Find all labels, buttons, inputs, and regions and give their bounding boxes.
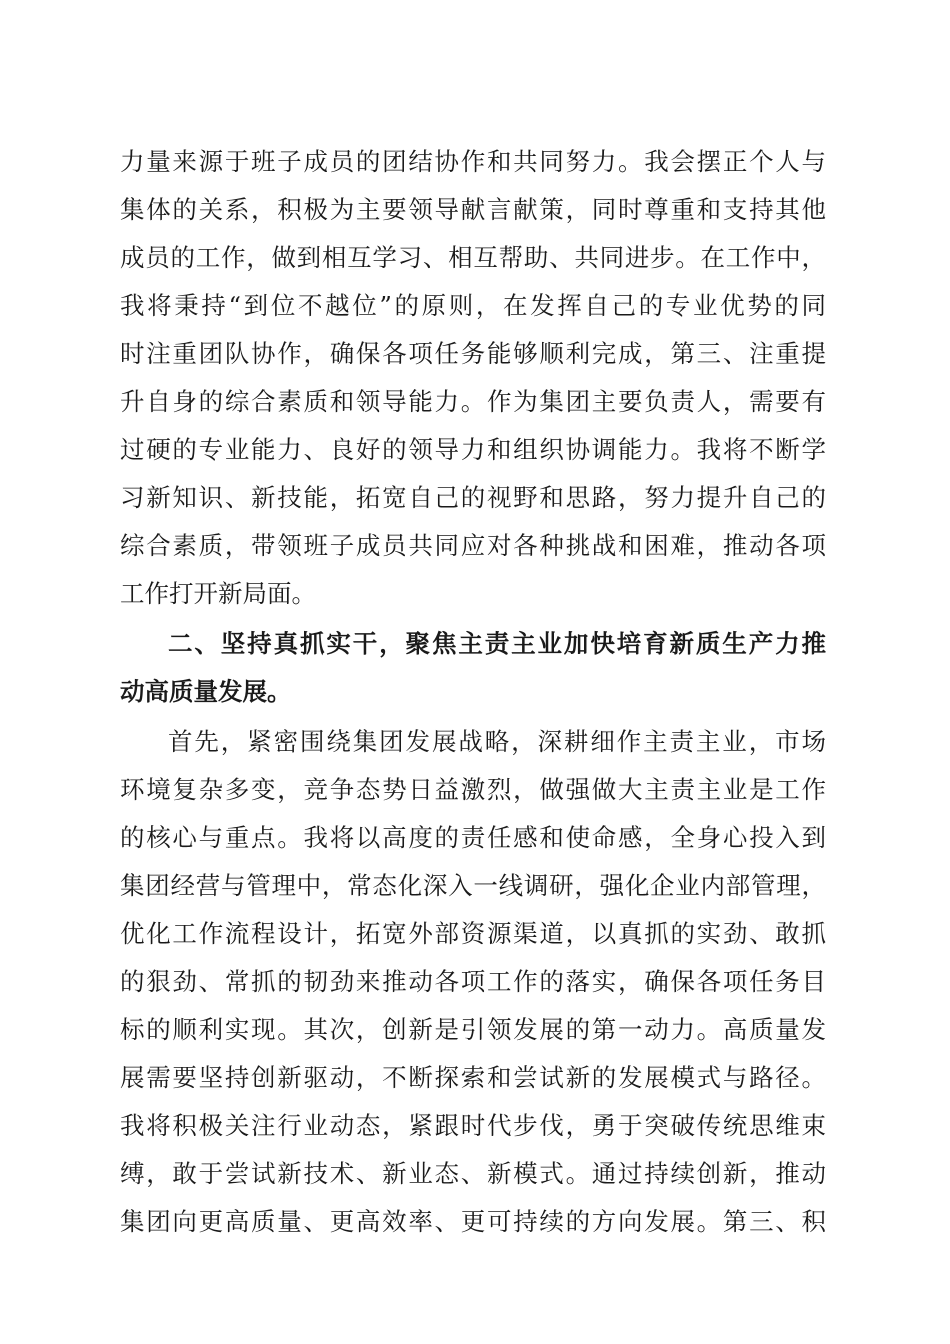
paragraph-line: 时注重团队协作，确保各项任务能够顺利完成，第三、注重提 (120, 339, 826, 368)
paragraph-line: 我将积极关注行业动态，紧跟时代步伐，勇于突破传统思维束 (120, 1111, 826, 1140)
paragraph-line: 的狠劲、常抓的韧劲来推动各项工作的落实，确保各项任务目 (120, 967, 826, 996)
paragraph-line: 的核心与重点。我将以高度的责任感和使命感，全身心投入到 (120, 823, 826, 852)
paragraph-line: 集团向更高质量、更高效率、更可持续的方向发展。第三、积 (120, 1207, 826, 1236)
paragraph-line: 首先，紧密围绕集团发展战略，深耕细作主责主业，市场 (168, 727, 826, 756)
paragraph-line: 集体的关系，积极为主要领导献言献策，同时尊重和支持其他 (120, 195, 826, 224)
paragraph-line: 习新知识、新技能，拓宽自己的视野和思路，努力提升自己的 (120, 483, 826, 512)
section-heading: 二、坚持真抓实干，聚焦主责主业加快培育新质生产力推 (168, 629, 826, 658)
section-heading: 动高质量发展。 (120, 677, 292, 706)
paragraph-line: 综合素质，带领班子成员共同应对各种挑战和困难，推动各项 (120, 531, 826, 560)
paragraph-line: 成员的工作，做到相互学习、相互帮助、共同进步。在工作中， (120, 243, 826, 272)
paragraph-line: 工作打开新局面。 (120, 579, 316, 608)
paragraph-line: 展需要坚持创新驱动，不断探索和尝试新的发展模式与路径。 (120, 1063, 826, 1092)
paragraph-line: 升自身的综合素质和领导能力。作为集团主要负责人，需要有 (120, 387, 826, 416)
paragraph-line: 优化工作流程设计，拓宽外部资源渠道，以真抓的实劲、敢抓 (120, 919, 826, 948)
paragraph-line: 过硬的专业能力、良好的领导力和组织协调能力。我将不断学 (120, 435, 826, 464)
paragraph-line: 力量来源于班子成员的团结协作和共同努力。我会摆正个人与 (120, 147, 826, 176)
paragraph-line: 我将秉持“到位不越位”的原则，在发挥自己的专业优势的同 (120, 291, 826, 320)
paragraph-line: 缚，敢于尝试新技术、新业态、新模式。通过持续创新，推动 (120, 1159, 826, 1188)
paragraph-line: 集团经营与管理中，常态化深入一线调研，强化企业内部管理， (120, 871, 826, 900)
paragraph-line: 环境复杂多变，竞争态势日益激烈，做强做大主责主业是工作 (120, 775, 826, 804)
paragraph-line: 标的顺利实现。其次，创新是引领发展的第一动力。高质量发 (120, 1015, 826, 1044)
